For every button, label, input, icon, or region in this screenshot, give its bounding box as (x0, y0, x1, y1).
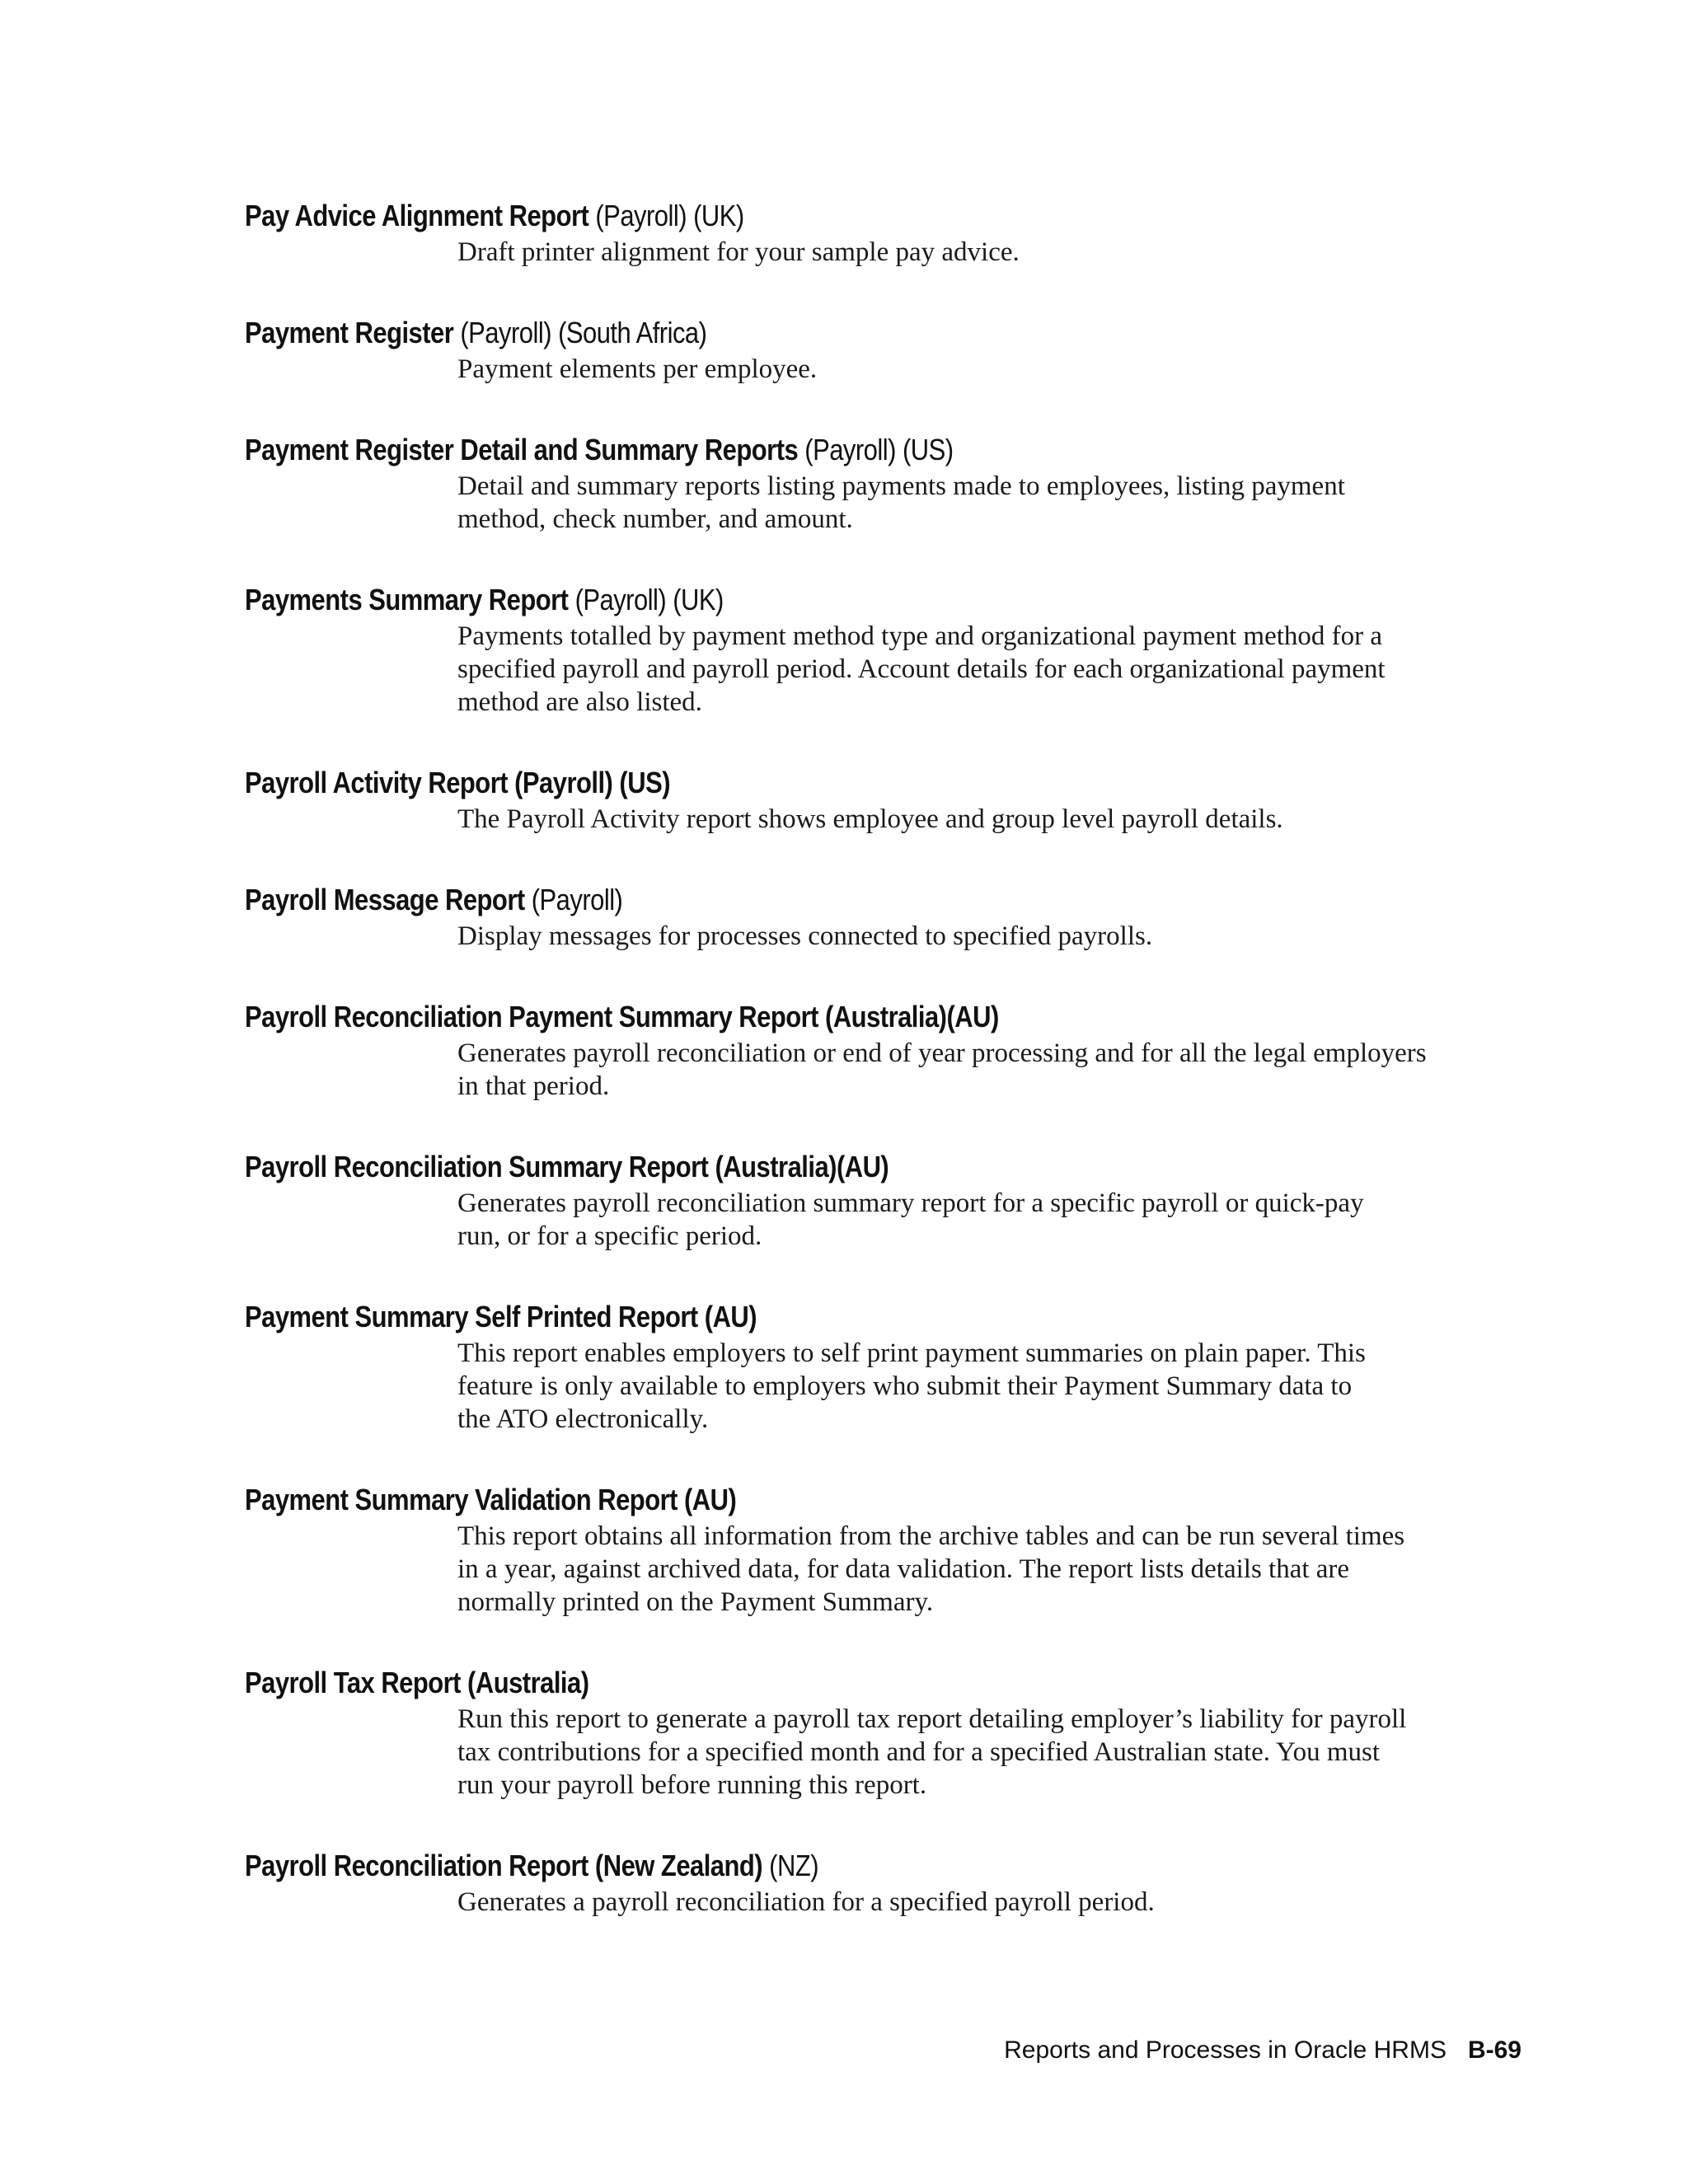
description-line: Payments totalled by payment method type and organizational payment method for a (457, 621, 1383, 651)
report-entry (245, 1480, 1531, 1619)
description-line: This report obtains all information from the archive tables and can be run several times (457, 1521, 1405, 1551)
description-line: specified payroll and payroll period. Account details for each organizational payment (457, 654, 1386, 684)
report-title (245, 1297, 1351, 1337)
report-title-name: Payroll Reconciliation Report (New Zealand) (245, 1849, 763, 1882)
description-line: run your payroll before running this report. (457, 1770, 927, 1800)
description-line: Run this report to generate a payroll tax report detailing employer’s liability for payroll (457, 1704, 1407, 1734)
report-description (457, 1187, 1531, 1253)
description-line: Payment elements per employee. (457, 354, 818, 384)
report-entry (245, 580, 1531, 719)
report-entry (245, 1297, 1531, 1436)
report-title-qualifier: (NZ) (762, 1849, 819, 1882)
description-line: feature is only available to employers who submit their Payment Summary data to (457, 1371, 1353, 1401)
description-line: the ATO electronically. (457, 1404, 709, 1434)
report-title (245, 763, 1351, 803)
report-title-name: Pay Advice Alignment Report (245, 199, 589, 232)
report-title-name: Payroll Activity Report (Payroll) (US) (245, 766, 670, 799)
report-title-qualifier: (Payroll) (US) (798, 433, 954, 466)
report-title-name: Payment Register (245, 316, 454, 349)
report-title (245, 196, 1351, 236)
report-title (245, 1480, 1351, 1520)
report-entry (245, 997, 1531, 1103)
report-entry (245, 1147, 1531, 1253)
report-description (457, 920, 1531, 953)
report-title (245, 880, 1351, 920)
report-title-qualifier: (Payroll) (UK) (568, 583, 724, 616)
footer-section-title: Reports and Processes in Oracle HRMS (1004, 2036, 1447, 2064)
report-entry (245, 430, 1531, 536)
report-title-name: Payroll Tax Report (Australia) (245, 1666, 589, 1699)
description-line: Generates payroll reconciliation or end of year processing and for all the legal employers (457, 1038, 1427, 1068)
report-title-name: Payment Summary Validation Report (AU) (245, 1483, 737, 1516)
report-title (245, 313, 1351, 353)
report-entry (245, 880, 1531, 953)
description-line: Detail and summary reports listing payments made to employees, listing payment (457, 471, 1345, 501)
description-line: Generates a payroll reconciliation for a specified payroll period. (457, 1887, 1155, 1917)
description-line: This report enables employers to self print payment summaries on plain paper. This (457, 1338, 1366, 1368)
report-description (457, 1886, 1531, 1919)
report-title-name: Payroll Message Report (245, 883, 525, 916)
description-line: Draft printer alignment for your sample pay advice. (457, 237, 1020, 267)
description-line: method, check number, and amount. (457, 504, 853, 534)
report-title-name: Payroll Reconciliation Payment Summary Report (Australia)(AU) (245, 1000, 999, 1033)
report-title (245, 1846, 1351, 1886)
report-title (245, 580, 1351, 620)
description-line: tax contributions for a specified month and for a specified Australian state. You must (457, 1737, 1381, 1767)
report-description (457, 470, 1531, 536)
report-title-name: Payment Register Detail and Summary Reports (245, 433, 799, 466)
report-description (457, 1337, 1531, 1436)
report-description (457, 353, 1531, 386)
page-number: B-69 (1467, 2036, 1522, 2064)
report-description (457, 620, 1531, 719)
report-title-name: Payments Summary Report (245, 583, 569, 616)
report-title (245, 1147, 1351, 1187)
report-entry (245, 763, 1531, 836)
report-list (245, 196, 1531, 1963)
report-title-qualifier: (Payroll) (524, 883, 623, 916)
report-entry (245, 196, 1531, 269)
description-line: Display messages for processes connected to specified payrolls. (457, 921, 1153, 951)
report-title-qualifier: (Payroll) (UK) (588, 199, 744, 232)
description-line: in that period. (457, 1071, 610, 1101)
report-title-name: Payment Summary Self Printed Report (AU) (245, 1300, 757, 1333)
report-description (457, 236, 1531, 269)
description-line: Generates payroll reconciliation summary report for a specific payroll or quick-pay (457, 1188, 1364, 1218)
description-line: run, or for a specific period. (457, 1221, 762, 1251)
report-title (245, 997, 1351, 1037)
report-description (457, 803, 1531, 836)
report-title (245, 1663, 1351, 1703)
page-footer (1004, 2034, 1522, 2067)
report-title-qualifier: (Payroll) (South Africa) (453, 316, 707, 349)
description-line: method are also listed. (457, 687, 702, 717)
description-line: in a year, against archived data, for data validation. The report lists details that are (457, 1554, 1350, 1584)
report-entry (245, 1663, 1531, 1802)
report-entry (245, 313, 1531, 386)
report-title (245, 430, 1351, 470)
report-title-name: Payroll Reconciliation Summary Report (Australia)(AU) (245, 1150, 889, 1183)
report-description (457, 1037, 1531, 1103)
report-entry (245, 1846, 1531, 1919)
description-line: normally printed on the Payment Summary. (457, 1587, 934, 1617)
description-line: The Payroll Activity report shows employee and group level payroll details. (457, 804, 1283, 834)
report-description (457, 1703, 1531, 1802)
report-description (457, 1520, 1531, 1619)
